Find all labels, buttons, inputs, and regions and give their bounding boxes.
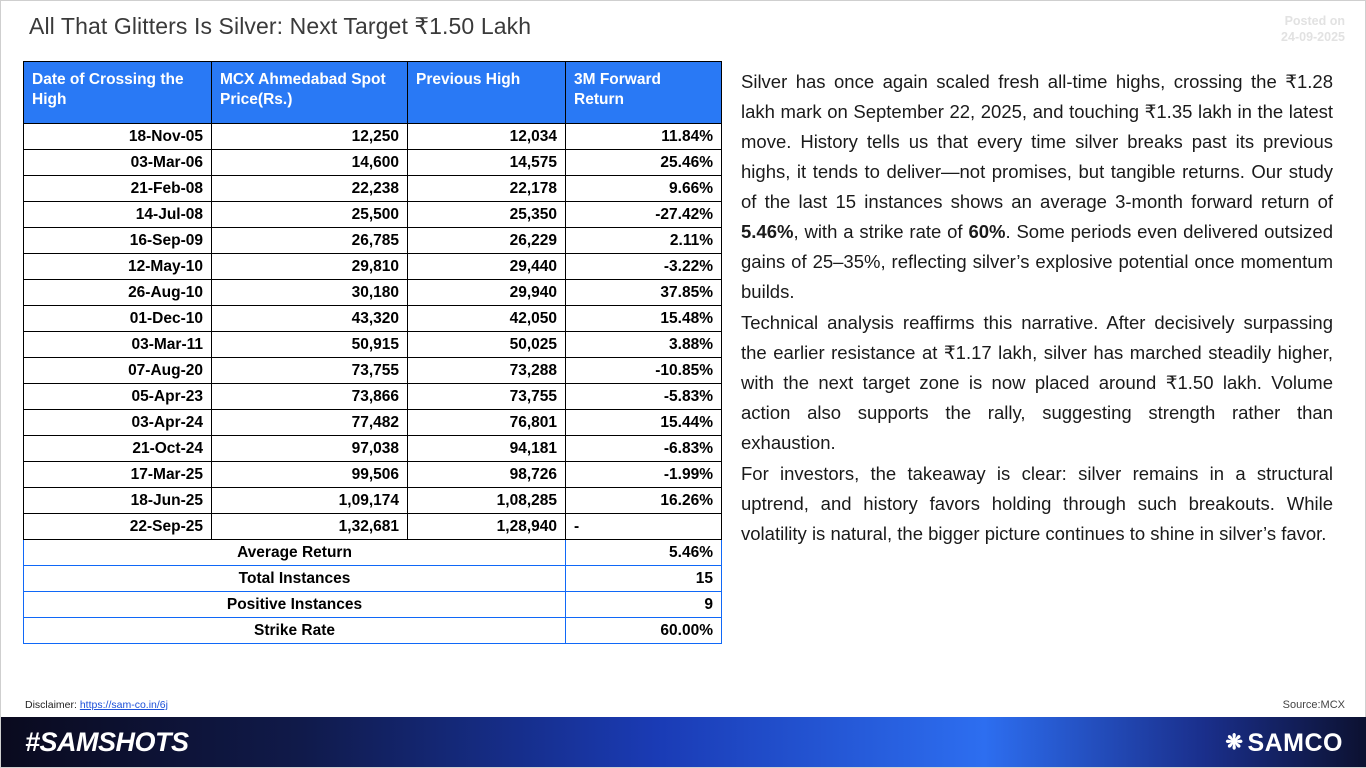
- table-cell: 12,250: [212, 124, 408, 150]
- table-cell: 25,350: [408, 202, 566, 228]
- table-cell: 97,038: [212, 436, 408, 462]
- summary-row: [24, 540, 722, 566]
- table-row: [24, 384, 722, 410]
- table-row: [24, 150, 722, 176]
- table-cell: 3.88%: [566, 332, 722, 358]
- table-cell: 1,08,285: [408, 488, 566, 514]
- table-cell: 22-Sep-25: [24, 514, 212, 540]
- table-cell: 03-Apr-24: [24, 410, 212, 436]
- table-cell: 16-Sep-09: [24, 228, 212, 254]
- table-cell: 05-Apr-23: [24, 384, 212, 410]
- strike-rate-highlight: 60%: [968, 221, 1006, 242]
- summary-value: 5.46%: [566, 540, 722, 566]
- table-cell: 77,482: [212, 410, 408, 436]
- table-cell: 03-Mar-11: [24, 332, 212, 358]
- table-row: [24, 280, 722, 306]
- table-cell: 50,915: [212, 332, 408, 358]
- table-cell: 73,288: [408, 358, 566, 384]
- table-cell: 12-May-10: [24, 254, 212, 280]
- summary-value: 9: [566, 592, 722, 618]
- table-cell: 73,755: [212, 358, 408, 384]
- disclaimer: [25, 699, 168, 711]
- table-cell: 1,09,174: [212, 488, 408, 514]
- table-cell: 98,726: [408, 462, 566, 488]
- column-header-spot-price: MCX Ahmedabad Spot Price(Rs.): [212, 62, 408, 124]
- table-cell: 03-Mar-06: [24, 150, 212, 176]
- summary-label: Average Return: [24, 540, 566, 566]
- table-cell: 76,801: [408, 410, 566, 436]
- avg-return-highlight: 5.46%: [741, 221, 794, 242]
- table-cell: 26,785: [212, 228, 408, 254]
- table-cell: 26,229: [408, 228, 566, 254]
- table-cell: 07-Aug-20: [24, 358, 212, 384]
- table-cell: -6.83%: [566, 436, 722, 462]
- table-cell: 1,28,940: [408, 514, 566, 540]
- table-header-row: [24, 62, 722, 124]
- source-note: Source:MCX: [1282, 699, 1345, 711]
- table-cell: 9.66%: [566, 176, 722, 202]
- table-cell: -: [566, 514, 722, 540]
- summary-row: [24, 566, 722, 592]
- table-cell: 15.48%: [566, 306, 722, 332]
- article-body: [741, 67, 1333, 550]
- table-cell: 99,506: [212, 462, 408, 488]
- table-row: [24, 254, 722, 280]
- article-paragraph-3: For investors, the takeaway is clear: silver remains in a structural uptrend, and history favors holding through such breakouts. While volatility is natural, the bigger picture continues to shine in silver’s favor.: [741, 463, 1333, 544]
- table-row: [24, 488, 722, 514]
- posted-on: [1281, 13, 1345, 45]
- table-cell: -27.42%: [566, 202, 722, 228]
- table-cell: 29,810: [212, 254, 408, 280]
- table-cell: 22,178: [408, 176, 566, 202]
- summary-label: Positive Instances: [24, 592, 566, 618]
- page-title: All That Glitters Is Silver: Next Target ₹1.50 Lakh: [29, 13, 532, 39]
- article-p1-part-e: . Some periods even delivered outsized gains of 25–35%, reflecting silver’s explosive potential once momentum builds.: [741, 221, 1333, 302]
- brand-name: SAMCO: [1247, 729, 1343, 757]
- table-cell: 21-Feb-08: [24, 176, 212, 202]
- table-cell: 01-Dec-10: [24, 306, 212, 332]
- article-p1-part-c: , with a strike rate of: [793, 221, 969, 242]
- table-cell: 25,500: [212, 202, 408, 228]
- table-cell: 15.44%: [566, 410, 722, 436]
- footer-bar: [1, 717, 1366, 767]
- table-row: [24, 436, 722, 462]
- table-row: [24, 124, 722, 150]
- table-cell: 21-Oct-24: [24, 436, 212, 462]
- table-row: [24, 514, 722, 540]
- table-cell: 43,320: [212, 306, 408, 332]
- summary-row: [24, 618, 722, 644]
- table-cell: -1.99%: [566, 462, 722, 488]
- table-cell: 73,866: [212, 384, 408, 410]
- table-cell: 17-Mar-25: [24, 462, 212, 488]
- table-cell: 12,034: [408, 124, 566, 150]
- table-row: [24, 358, 722, 384]
- table-cell: 29,440: [408, 254, 566, 280]
- brand-logo: [1225, 729, 1343, 758]
- table-cell: 30,180: [212, 280, 408, 306]
- summary-value: 60.00%: [566, 618, 722, 644]
- summary-label: Total Instances: [24, 566, 566, 592]
- table-cell: 16.26%: [566, 488, 722, 514]
- table-cell: 14-Jul-08: [24, 202, 212, 228]
- article-p1-part-a: Silver has once again scaled fresh all-time highs, crossing the ₹1.28 lakh mark on September 22, 2025, and touching ₹1.35 lakh in the latest move. History tells us that every time silver breaks past its previous highs, it tends to deliver—not promises, but tangible returns. Our study of the last 15 instances shows an average 3-month forward return of: [741, 71, 1333, 212]
- posted-on-label: Posted on: [1284, 14, 1345, 28]
- table-cell: 25.46%: [566, 150, 722, 176]
- hashtag-logo: #SAMSHOTS: [25, 727, 189, 757]
- column-header-date: Date of Crossing the High: [24, 62, 212, 124]
- table-row: [24, 332, 722, 358]
- summary-value: 15: [566, 566, 722, 592]
- table-row: [24, 462, 722, 488]
- table-cell: 37.85%: [566, 280, 722, 306]
- article-paragraph-2: Technical analysis reaffirms this narrative. After decisively surpassing the earlier resistance at ₹1.17 lakh, silver has marched steadily higher, with the next target zone is now placed around ₹1.50 lakh. Volume action also supports the rally, suggesting strength rather than exhaustion.: [741, 312, 1333, 453]
- table-row: [24, 176, 722, 202]
- table-body: [24, 124, 722, 644]
- table-cell: 18-Nov-05: [24, 124, 212, 150]
- summary-row: [24, 592, 722, 618]
- table-row: [24, 228, 722, 254]
- samco-mark-icon: ❋: [1225, 731, 1244, 754]
- table-cell: 22,238: [212, 176, 408, 202]
- silver-breakout-table: [23, 61, 721, 644]
- table-cell: 26-Aug-10: [24, 280, 212, 306]
- table-row: [24, 306, 722, 332]
- table-cell: 50,025: [408, 332, 566, 358]
- disclaimer-link[interactable]: https://sam-co.in/6j: [79, 699, 168, 711]
- table-row: [24, 202, 722, 228]
- table-row: [24, 410, 722, 436]
- table-cell: -10.85%: [566, 358, 722, 384]
- table-cell: -5.83%: [566, 384, 722, 410]
- summary-label: Strike Rate: [24, 618, 566, 644]
- column-header-forward-return: 3M Forward Return: [566, 62, 722, 124]
- table-cell: 14,600: [212, 150, 408, 176]
- posted-on-date: 24-09-2025: [1281, 30, 1345, 44]
- table-cell: 42,050: [408, 306, 566, 332]
- article-paragraph-1: [741, 67, 1333, 307]
- table-cell: 94,181: [408, 436, 566, 462]
- column-header-previous-high: Previous High: [408, 62, 566, 124]
- table-cell: 18-Jun-25: [24, 488, 212, 514]
- table-cell: 29,940: [408, 280, 566, 306]
- table-cell: 73,755: [408, 384, 566, 410]
- table-cell: 11.84%: [566, 124, 722, 150]
- disclaimer-label: Disclaimer:: [25, 699, 77, 711]
- table-cell: 2.11%: [566, 228, 722, 254]
- table-cell: 1,32,681: [212, 514, 408, 540]
- table-cell: -3.22%: [566, 254, 722, 280]
- table-cell: 14,575: [408, 150, 566, 176]
